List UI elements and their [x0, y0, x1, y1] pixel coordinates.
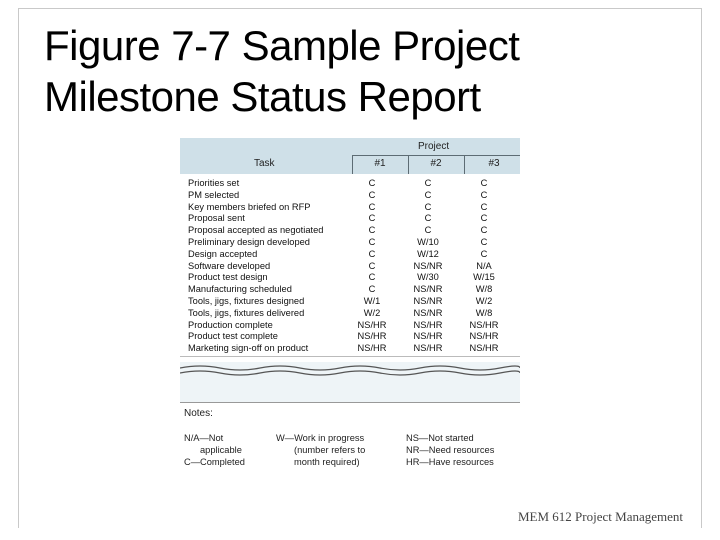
table-row [180, 236, 520, 248]
status-cell-project-2: NS/HR [413, 319, 443, 330]
status-cell-project-3: W/8 [475, 307, 493, 318]
table-row [180, 307, 520, 319]
task-cell: Priorities set [188, 178, 240, 188]
column-header-1: #1 [374, 158, 386, 169]
status-cell-project-3: C [480, 213, 488, 224]
status-cell-project-1: C [368, 260, 376, 271]
status-cell-project-1: C [368, 248, 376, 259]
status-cell-project-1: C [368, 284, 376, 295]
task-cell: Product test complete [188, 331, 278, 342]
note-completed: C—Completed [184, 457, 245, 467]
task-cell: Proposal accepted as negotiated [188, 225, 324, 236]
table-row [180, 283, 520, 295]
status-cell-project-1: NS/HR [357, 319, 387, 330]
slide-footer: MEM 612 Project Management [518, 509, 683, 524]
note-work-cont2: month required) [294, 457, 360, 467]
status-cell-project-1: W/2 [363, 307, 381, 318]
status-cell-project-2: NS/NR [413, 307, 443, 318]
status-cell-project-2: W/10 [417, 237, 439, 247]
table-row [180, 224, 520, 236]
task-cell: Tools, jigs, fixtures delivered [188, 307, 305, 318]
status-cell-project-1: C [368, 272, 376, 283]
table-row [180, 319, 520, 331]
note-na: N/A—Not [184, 433, 224, 443]
status-cell-project-2: NS/NR [413, 260, 443, 271]
status-cell-project-3: NS/HR [469, 319, 499, 330]
task-cell: Manufacturing scheduled [188, 284, 292, 295]
table-row [180, 189, 520, 201]
table-continuation [180, 362, 520, 403]
table-row [180, 295, 520, 307]
status-cell-project-2: NS/HR [413, 343, 443, 354]
status-cell-project-1: W/1 [363, 296, 381, 306]
column-header-3: #3 [488, 158, 500, 169]
status-cell-project-2: NS/NR [413, 296, 443, 306]
note-work-cont: (number refers to [294, 445, 366, 455]
note-work: W—Work in progress [276, 433, 365, 443]
table-row [180, 260, 520, 272]
status-cell-project-1: C [368, 201, 376, 212]
status-cell-project-3: NS/HR [469, 331, 499, 342]
status-cell-project-2: NS/NR [413, 284, 443, 295]
title-line-1: Figure 7-7 Sample Project [44, 22, 520, 69]
status-cell-project-1: C [368, 189, 376, 200]
table-header [180, 138, 520, 174]
note-need-resources: NR—Need resources [406, 445, 495, 455]
status-cell-project-2: NS/HR [413, 331, 443, 342]
status-cell-project-3: C [480, 225, 488, 236]
task-cell: Design accepted [188, 248, 258, 259]
status-cell-project-3: W/8 [475, 284, 493, 295]
status-cell-project-3: C [480, 248, 488, 259]
status-cell-project-2: C [424, 178, 432, 188]
note-have-resources: HR—Have resources [406, 457, 494, 467]
task-cell: Tools, jigs, fixtures designed [188, 296, 305, 306]
note-not-started: NS—Not started [406, 433, 474, 443]
status-cell-project-2: C [424, 189, 432, 200]
table-row [180, 201, 520, 213]
title-line-2: Milestone Status Report [44, 73, 481, 120]
status-cell-project-2: C [424, 213, 432, 224]
status-cell-project-2: C [424, 225, 432, 236]
slide-title [44, 20, 604, 122]
status-cell-project-3: C [480, 178, 488, 188]
table-row [180, 177, 520, 189]
table-row [180, 330, 520, 342]
column-divider [408, 156, 409, 174]
table-body [180, 174, 520, 357]
status-cell-project-3: N/A [476, 260, 492, 271]
task-cell: Marketing sign-off on product [188, 343, 309, 354]
column-divider [352, 156, 353, 174]
status-cell-project-2: C [424, 201, 432, 212]
note-na-cont: applicable [200, 445, 242, 455]
status-cell-project-1: C [368, 178, 376, 188]
project-header-rule [352, 155, 520, 156]
status-cell-project-3: W/2 [475, 296, 493, 306]
status-cell-project-3: W/15 [473, 272, 495, 283]
status-cell-project-2: W/30 [417, 272, 439, 283]
status-cell-project-1: NS/HR [357, 331, 387, 342]
column-divider [464, 156, 465, 174]
status-cell-project-3: C [480, 201, 488, 212]
table-row [180, 342, 520, 354]
column-header-2: #2 [430, 158, 442, 169]
status-cell-project-1: C [368, 213, 376, 224]
wavy-break-lines [180, 362, 520, 402]
status-cell-project-1: NS/HR [357, 343, 387, 354]
table-row [180, 212, 520, 224]
status-cell-project-3: NS/HR [469, 343, 499, 354]
task-cell: Production complete [188, 319, 273, 330]
milestone-status-figure [180, 138, 520, 470]
status-cell-project-3: C [480, 189, 488, 200]
notes-label: Notes: [184, 408, 213, 419]
status-cell-project-3: C [480, 237, 488, 247]
table-row [180, 271, 520, 283]
table-row [180, 248, 520, 260]
status-cell-project-2: W/12 [417, 248, 439, 259]
status-cell-project-1: C [368, 225, 376, 236]
task-header: Task [254, 158, 275, 169]
task-cell: Software developed [188, 260, 271, 271]
project-header: Project [418, 141, 450, 152]
task-cell: Proposal sent [188, 213, 245, 224]
task-cell: Key members briefed on RFP [188, 201, 311, 212]
task-cell: PM selected [188, 189, 240, 200]
task-cell: Product test design [188, 272, 268, 283]
status-cell-project-1: C [368, 237, 376, 247]
task-cell: Preliminary design developed [188, 237, 310, 247]
